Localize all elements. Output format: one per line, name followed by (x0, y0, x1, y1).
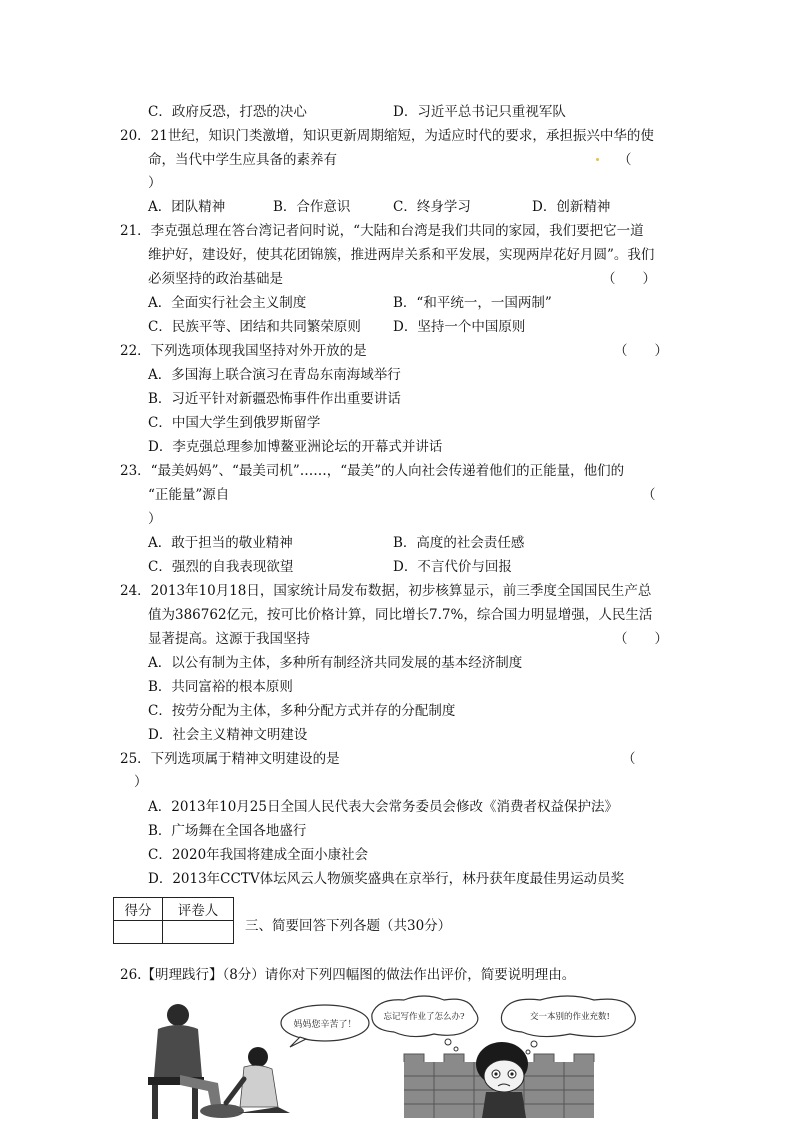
q23-option-b: B．高度的社会责任感 (393, 535, 525, 551)
q23-option-c: C．强烈的自我表现欲望 (148, 559, 294, 575)
figure-foot-washing (140, 995, 370, 1120)
q21-option-b: B．“和平统一，一国两制” (393, 295, 552, 311)
grader-label: 评卷人 (163, 898, 234, 921)
q25-answer-paren-open: （ (622, 751, 636, 767)
q21-answer-paren: （ ） (602, 271, 656, 287)
q25-stem-line1: 25．下列选项属于精神文明建设的是 (120, 751, 340, 767)
q22-option-b: B．习近平针对新疆恐怖事件作出重要讲话 (148, 391, 401, 407)
q20-option-d: D．创新精神 (532, 199, 611, 215)
q23-answer-paren-open: （ (642, 487, 656, 503)
q19-option-c: C．政府反恐，打恐的决心 (148, 104, 307, 120)
q24-option-a: A．以公有制为主体，多种所有制经济共同发展的基本经济制度 (148, 655, 523, 671)
q23-option-a: A．敢于担当的敬业精神 (148, 535, 293, 551)
q22-answer-paren: （ ） (614, 343, 668, 359)
q23-answer-paren-close: ） (148, 511, 162, 527)
q20-option-b: B．合作意识 (273, 199, 351, 215)
q24-option-d: D．社会主义精神文明建设 (148, 727, 308, 743)
q20-option-a: A．团队精神 (148, 199, 226, 215)
section-3-title: 三、简要回答下列各题（共30分） (245, 918, 452, 934)
q24-answer-paren: （ ） (614, 631, 668, 647)
q24-stem-line2: 值为386762亿元，按可比价格计算，同比增长7.7%，综合国力明显增强，人民生活 (148, 607, 653, 623)
q25-option-d: D．2013年CCTV体坛风云人物颁奖盛典在京举行，林丹获年度最佳男运动员奖 (148, 871, 625, 887)
q22-option-c: C．中国大学生到俄罗斯留学 (148, 415, 321, 431)
q20-option-c: C．终身学习 (393, 199, 471, 215)
stray-mark (596, 158, 599, 161)
q25-option-b: B．广场舞在全国各地盛行 (148, 823, 307, 839)
grader-cell (163, 921, 234, 944)
q20-stem-line1: 20．21世纪，知识门类激增，知识更新周期缩短，为适应时代的要求，承担振兴中华的使 (120, 128, 654, 144)
q21-stem-line1: 21．李克强总理在答台湾记者问时说，“大陆和台湾是我们共同的家园，我们要把它一道 (120, 223, 644, 239)
q22-option-a: A．多国海上联合演习在青岛东南海域举行 (148, 367, 401, 383)
q25-option-a: A．2013年10月25日全国人民代表大会常务委员会修改《消费者权益保护法》 (148, 799, 618, 815)
q25-option-c: C．2020年我国将建成全面小康社会 (148, 847, 369, 863)
q23-stem-line1: 23．“最美妈妈”、“最美司机”……，“最美”的人向社会传递着他们的正能量，他们的 (120, 463, 625, 479)
foot-washing-illustration (140, 995, 370, 1120)
q21-option-a: A．全面实行社会主义制度 (148, 295, 307, 311)
q20-answer-paren-open: （ (618, 152, 632, 168)
q22-option-d: D．李克强总理参加博鳌亚洲论坛的开幕式并讲话 (148, 439, 443, 455)
q23-stem-line2: “正能量”源自 (148, 487, 230, 503)
score-cell (114, 921, 163, 944)
homework-illustration (364, 992, 684, 1120)
q25-answer-paren-close: ） (134, 774, 148, 790)
q24-stem-line1: 24．2013年10月18日，国家统计局发布数据，初步核算显示，前三季度全国国民生产总 (120, 583, 652, 599)
q24-stem-line3: 显著提高。这源于我国坚持 (148, 631, 310, 647)
q21-stem-line3: 必须坚持的政治基础是 (148, 271, 283, 287)
q19-option-d: D．习近平总书记只重视军队 (393, 104, 566, 120)
q26-stem-line1: 26.【明理践行】（8分）请你对下列四幅图的做法作出评价，简要说明理由。 (120, 967, 576, 983)
score-label: 得分 (114, 898, 163, 921)
q21-stem-line2: 维护好，建设好，使其花团锦簇，推进两岸关系和平发展，实现两岸花好月圆”。我们 (148, 247, 655, 263)
q20-stem-line2: 命，当代中学生应具备的素养有 (148, 152, 337, 168)
bubble-text: 妈妈您辛苦了！ (293, 1020, 357, 1030)
bubble-right-text: 交一本别的作业充数! (530, 1012, 610, 1022)
q24-option-b: B．共同富裕的根本原则 (148, 679, 293, 695)
q21-option-d: D．坚持一个中国原则 (393, 319, 526, 335)
q24-option-c: C．按劳分配为主体，多种分配方式并存的分配制度 (148, 703, 456, 719)
figure-homework (364, 992, 684, 1120)
bubble-left-text: 忘记写作业了怎么办? (383, 1012, 465, 1022)
q23-option-d: D．不言代价与回报 (393, 559, 512, 575)
score-box (113, 897, 234, 944)
q22-stem-line1: 22．下列选项体现我国坚持对外开放的是 (120, 343, 367, 359)
q21-option-c: C．民族平等、团结和共同繁荣原则 (148, 319, 361, 335)
q20-answer-paren-close: ） (148, 175, 162, 191)
